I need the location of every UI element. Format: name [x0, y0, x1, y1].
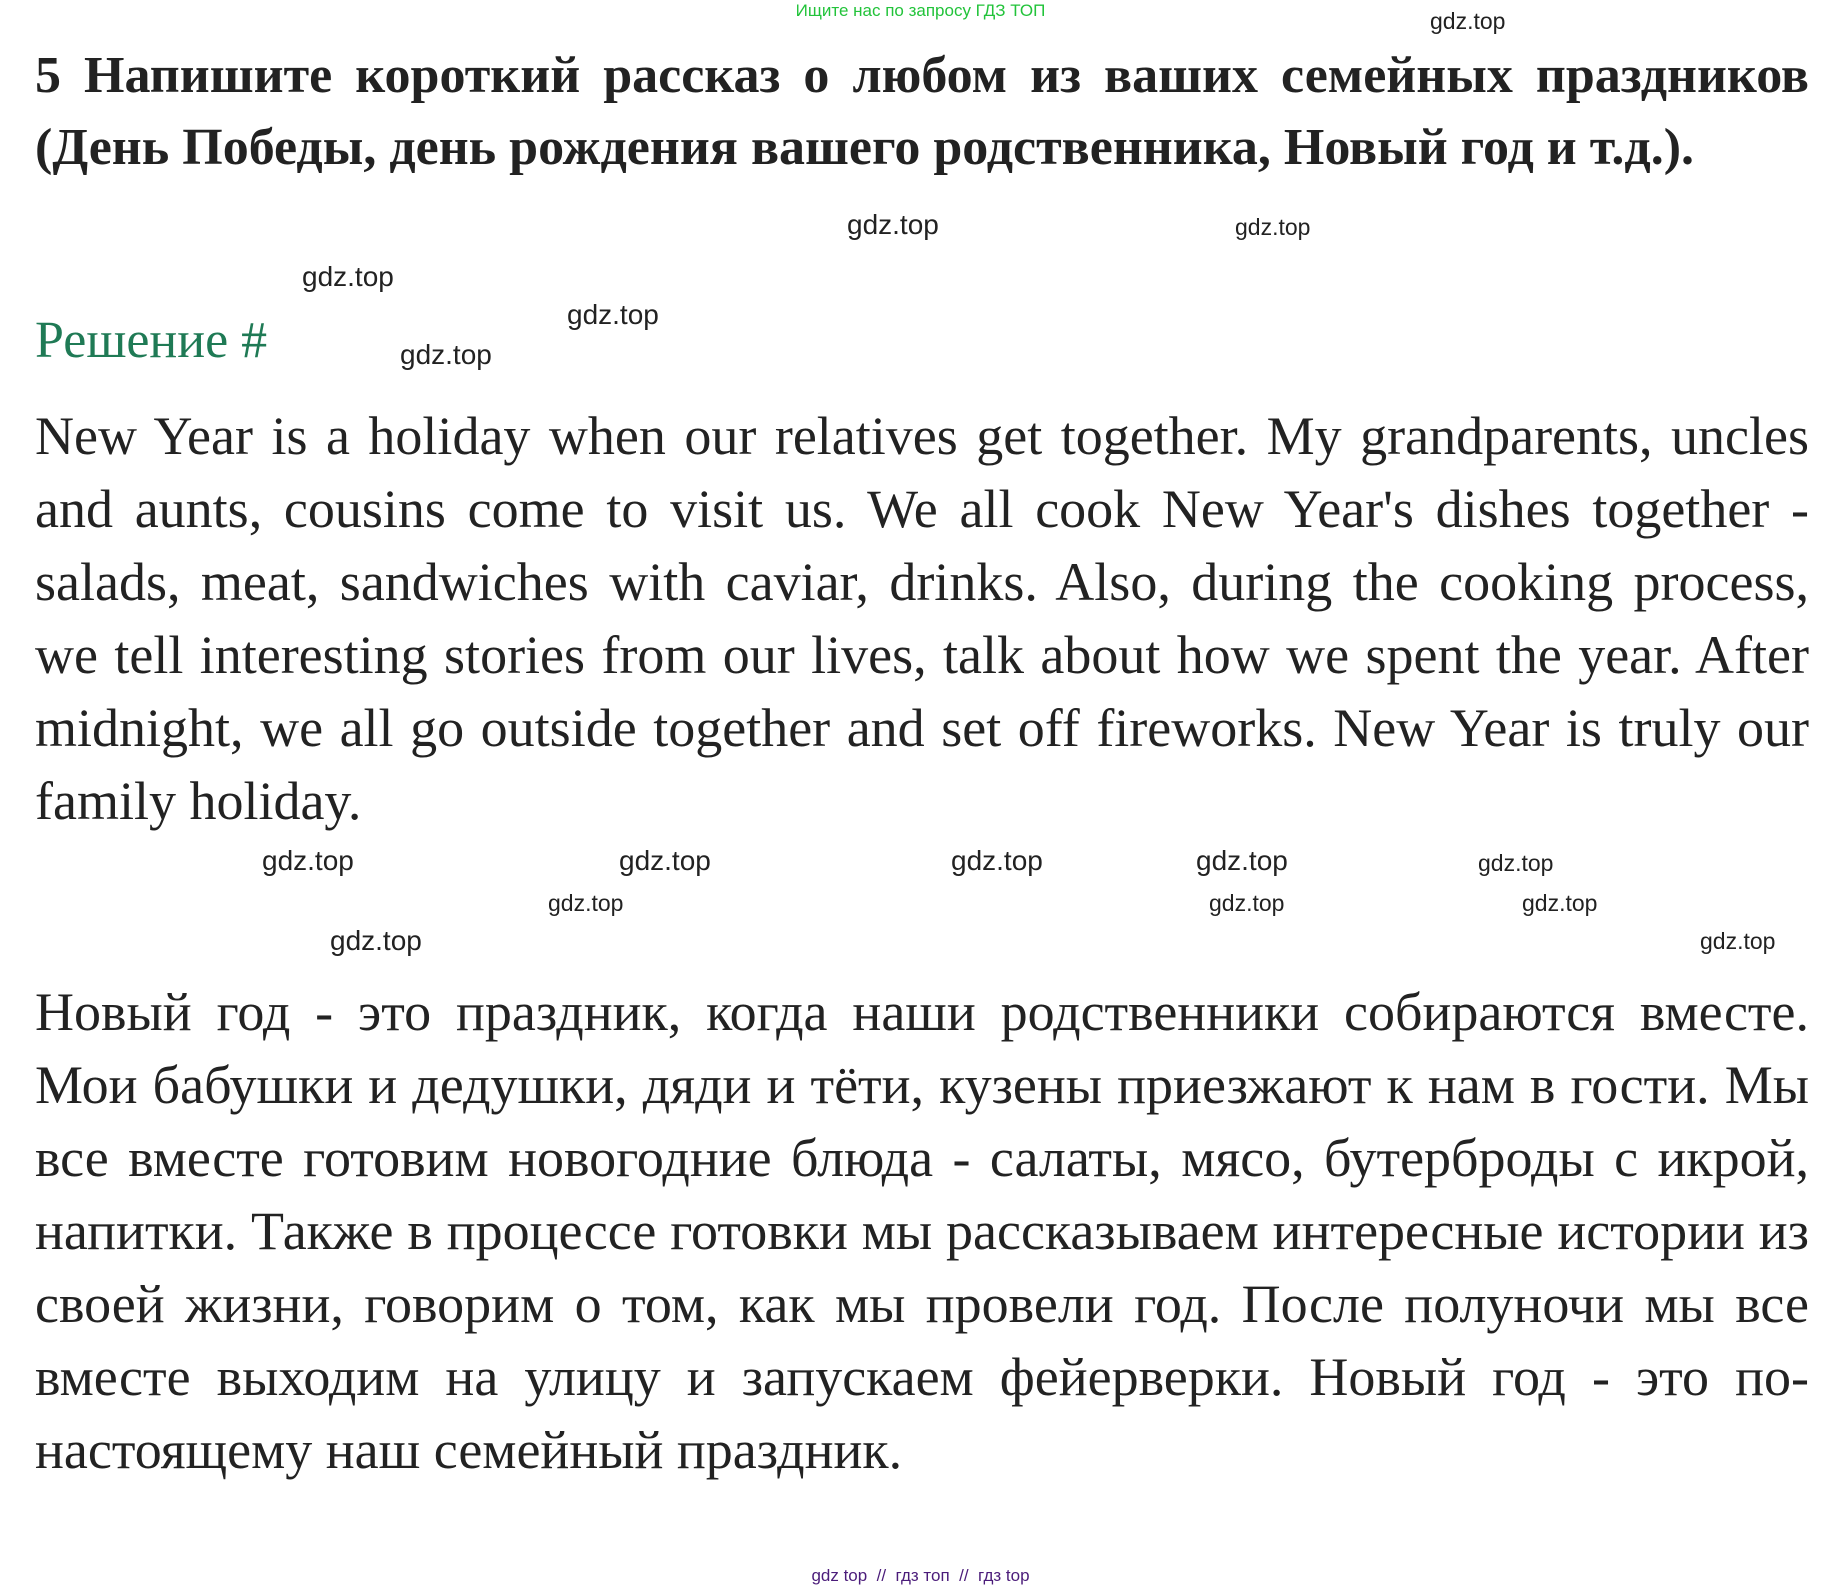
watermark: gdz.top: [548, 890, 624, 916]
watermark: gdz.top: [302, 261, 394, 292]
watermark: gdz.top: [847, 209, 939, 240]
watermark: gdz.top: [1235, 214, 1311, 240]
english-answer: New Year is a holiday when our relatives get together. My grandparents, uncles and aunts, cousins come to visit us. We all cook New Year's dishes together - salads, meat, sandwiches with caviar, drinks. Also, during the cooking process, we tell interesting stories from our lives, talk about how we spent the year. After midnight, we all go outside together and set off fireworks. New Year is truly our family holiday.: [35, 406, 1809, 831]
task-heading: 5 Напишите короткий рассказ о любом из ваших семейных праздников (День Победы, день рождения вашего родственника, Новый год и т.д.).: [35, 47, 1809, 176]
watermark: gdz.top: [1209, 890, 1285, 916]
watermark: gdz.top: [1196, 845, 1288, 876]
watermark: gdz.top: [330, 925, 422, 956]
watermark: gdz.top: [400, 339, 492, 370]
watermark: gdz.top: [567, 299, 659, 330]
watermark: gdz.top: [619, 845, 711, 876]
watermark: gdz.top: [262, 845, 354, 876]
watermark: gdz.top: [1478, 850, 1554, 876]
watermark: gdz.top: [1522, 890, 1598, 916]
russian-answer: Новый год - это праздник, когда наши родственники собираются вместе. Мои бабушки и дедушки, дяди и тёти, кузены приезжают к нам в гости. Мы все вместе готовим новогодние блюда - салаты, мясо, бутерброды с икрой, напитки. Также в процессе готовки мы рассказываем интересные истории из своей жизни, говорим о том, как мы провели год. После полуночи мы все вместе выходим на улицу и запускаем фейерверки. Новый год - это по-настоящему наш семейный праздник.: [35, 982, 1809, 1480]
search-banner: Ищите нас по запросу ГДЗ ТОП: [795, 1, 1046, 20]
watermark: gdz.top: [1430, 8, 1506, 34]
watermark: gdz.top: [951, 845, 1043, 876]
solution-label: Решение #: [35, 312, 268, 369]
footer-links: gdz top // гдз топ // гдз top: [811, 1566, 1030, 1585]
watermark: gdz.top: [1700, 928, 1776, 954]
